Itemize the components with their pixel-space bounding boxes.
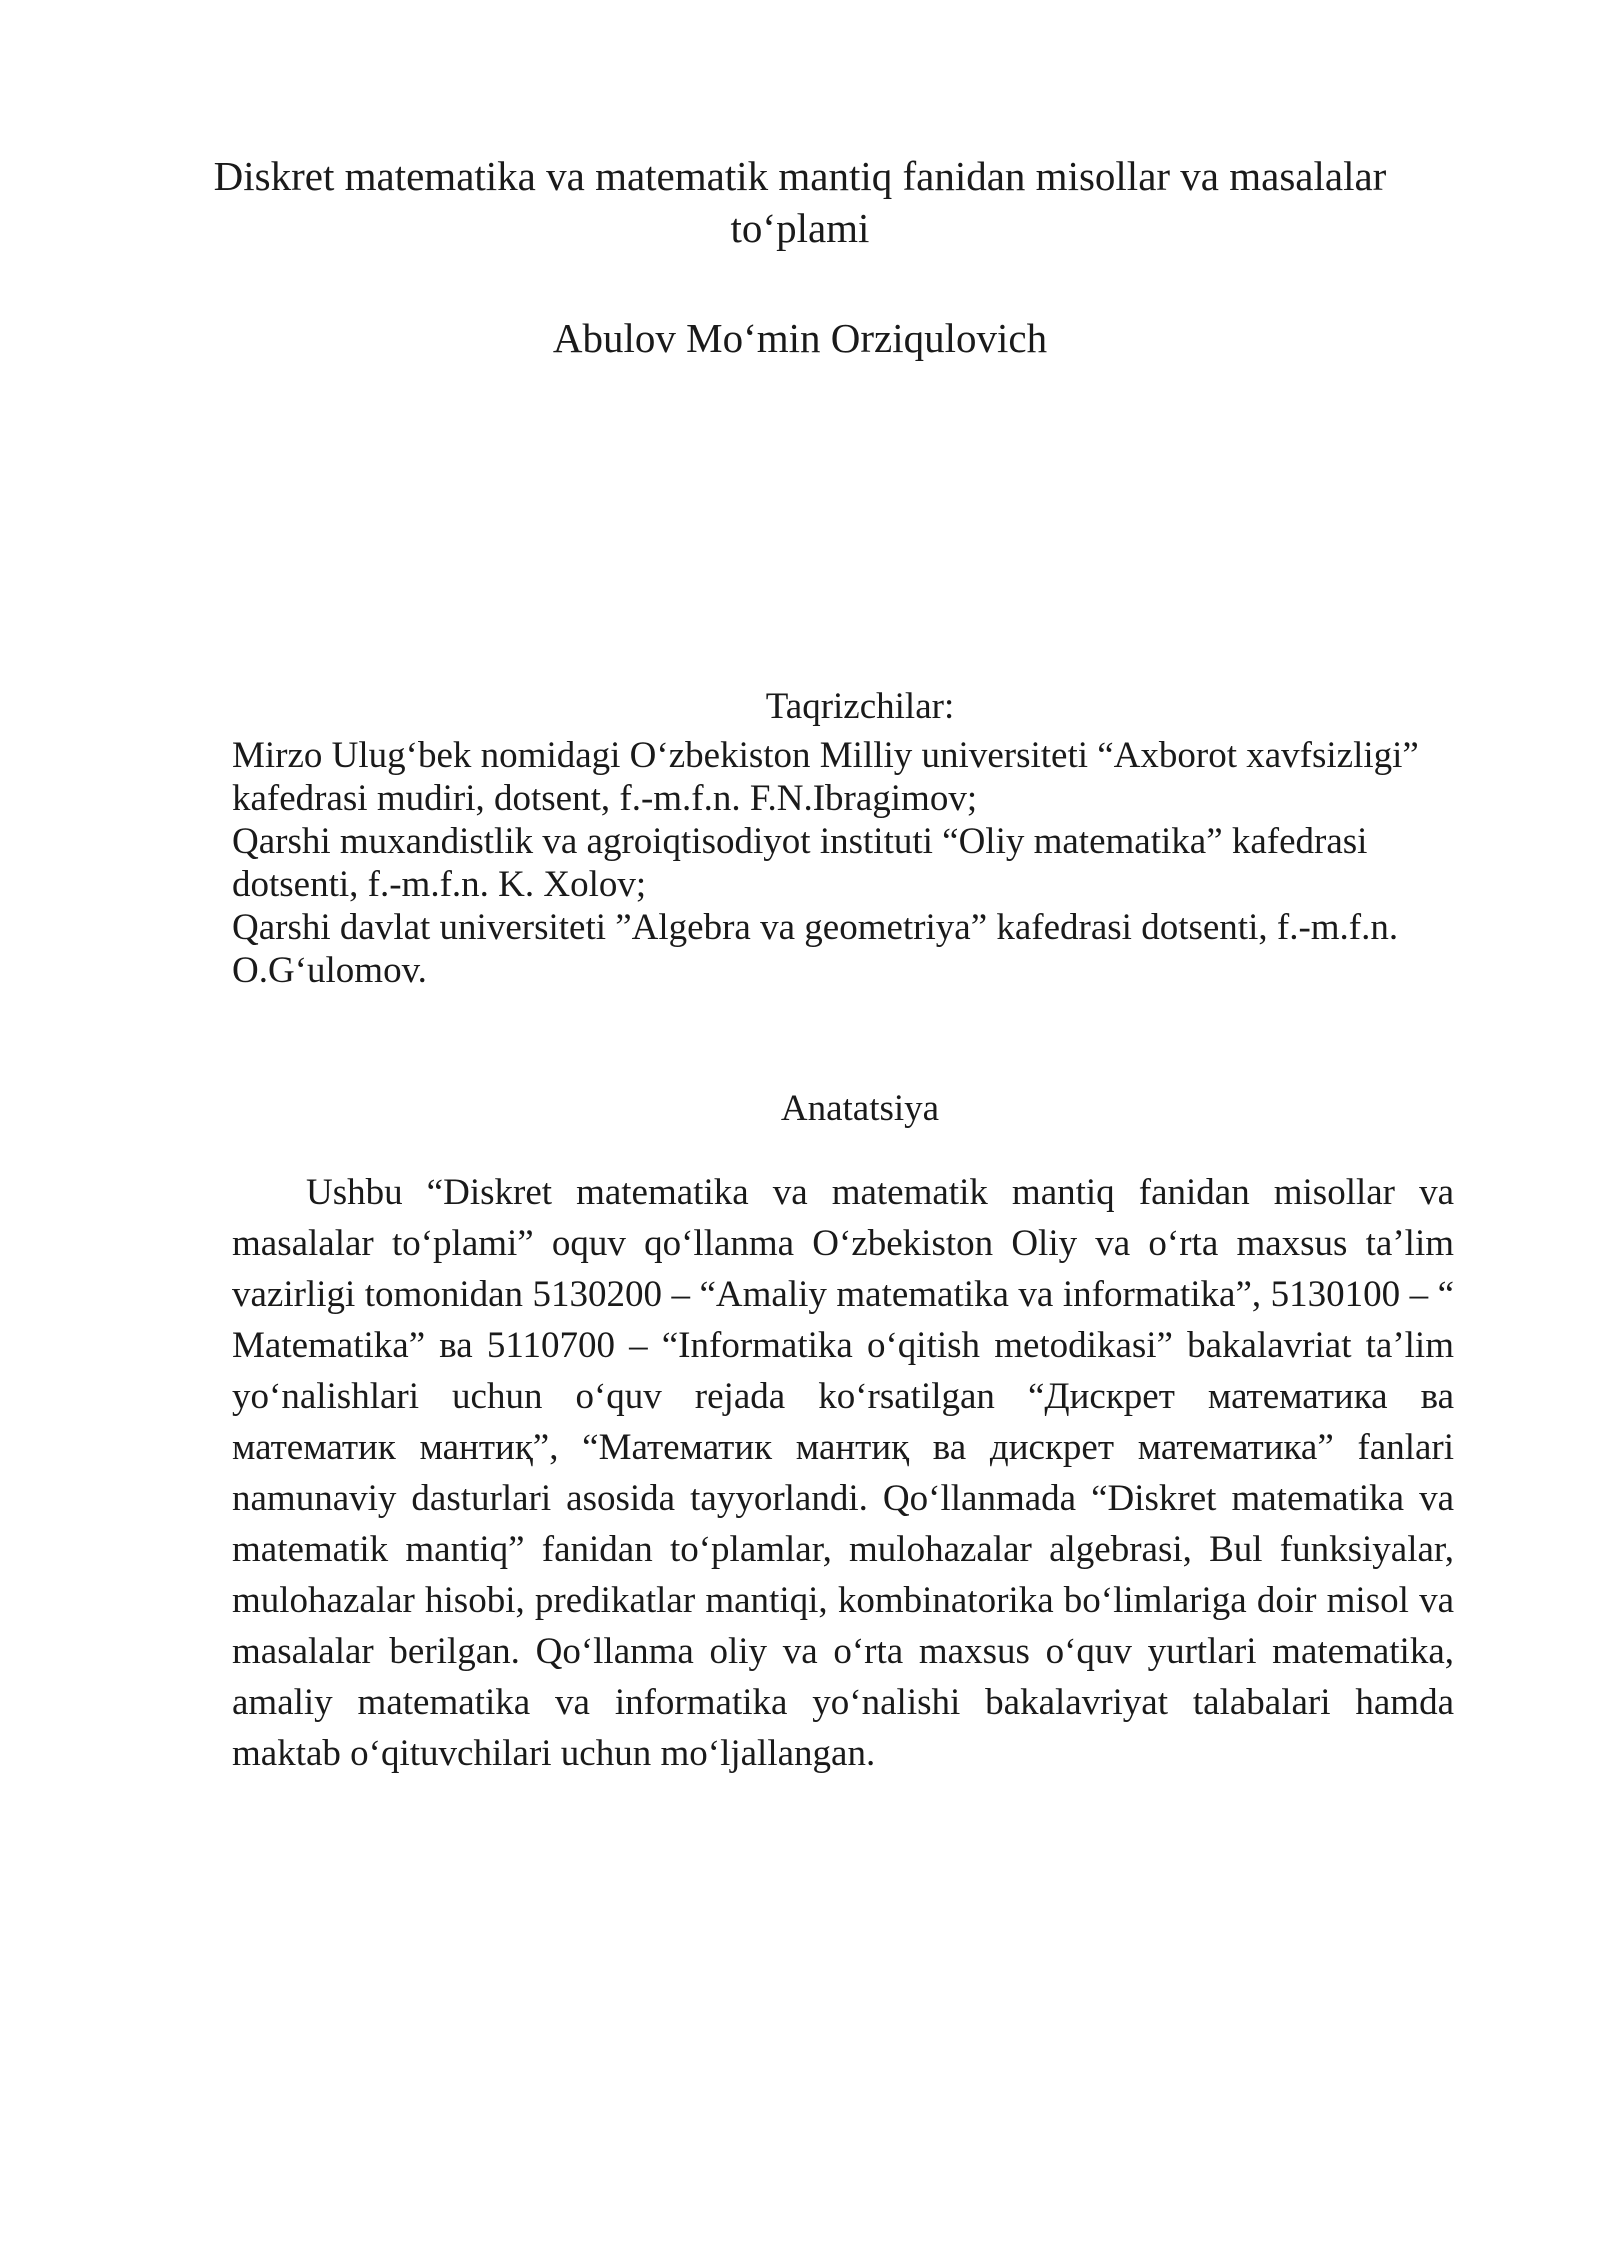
abstract-paragraph: Ushbu “Diskret matematika va matematik mantiq fanidan misollar va masalalar to‘plami” oquv qo‘llanma O‘zbekiston Oliy va o‘rta maxsus ta’lim vazirligi tomonidan 5130200 – “Amaliy matematika va informatika”, 5130100 – “ Matematika” ва 5110700 – “Informatika o‘qitish metodikasi” bakalavriat ta’lim yo‘nalishlari uchun o‘quv rejada ko‘rsatilgan “Дискрет математика ва математик мантиқ”, “Математик мантиқ ва дискрет математика” fanlari namunaviy dasturlari asosida tayyorlandi. Qo‘llanmada “Diskret matematika va matematik mantiq” fanidan to‘plamlar, mulohazalar algebrasi, Bul funksiyalar, mulohazalar hisobi, predikatlar mantiqi, kombinatorika bo‘limlariga doir misol va masalalar berilgan. Qo‘llanma oliy va o‘rta maxsus o‘quv yurtlari matematika, amaliy matematika va informatika yo‘nalishi bakalavriyat talabalari hamda maktab o‘qituvchilari uchun mo‘ljallangan.	[232, 1172, 1454, 1774]
reviewers-list	[232, 734, 1482, 992]
abstract-heading: Anatatsiya	[780, 1088, 940, 1129]
reviewer-entry: Qarshi muxandistlik va agroiqtisodiyot instituti “Oliy matematika” kafedrasi dotsenti, f.-m.f.n. K. Xolov;	[232, 821, 1368, 905]
document-title: Diskret matematika va matematik mantiq fanidan misollar va masalalar to‘plami	[213, 153, 1387, 251]
document-author: Abulov Mo‘min Orziqulovich	[552, 315, 1048, 361]
reviewer-entry: Mirzo Ulug‘bek nomidagi O‘zbekiston Milliy universiteti “Axborot xavfsizligi” kafedrasi mudiri, dotsent, f.-m.f.n. F.N.Ibragimov;	[232, 735, 1419, 819]
reviewers-heading: Taqrizchilar:	[765, 686, 955, 727]
reviewer-entry: Qarshi davlat universiteti ”Algebra va geometriya” kafedrasi dotsenti, f.-m.f.n. O.G‘ulomov.	[232, 907, 1399, 991]
